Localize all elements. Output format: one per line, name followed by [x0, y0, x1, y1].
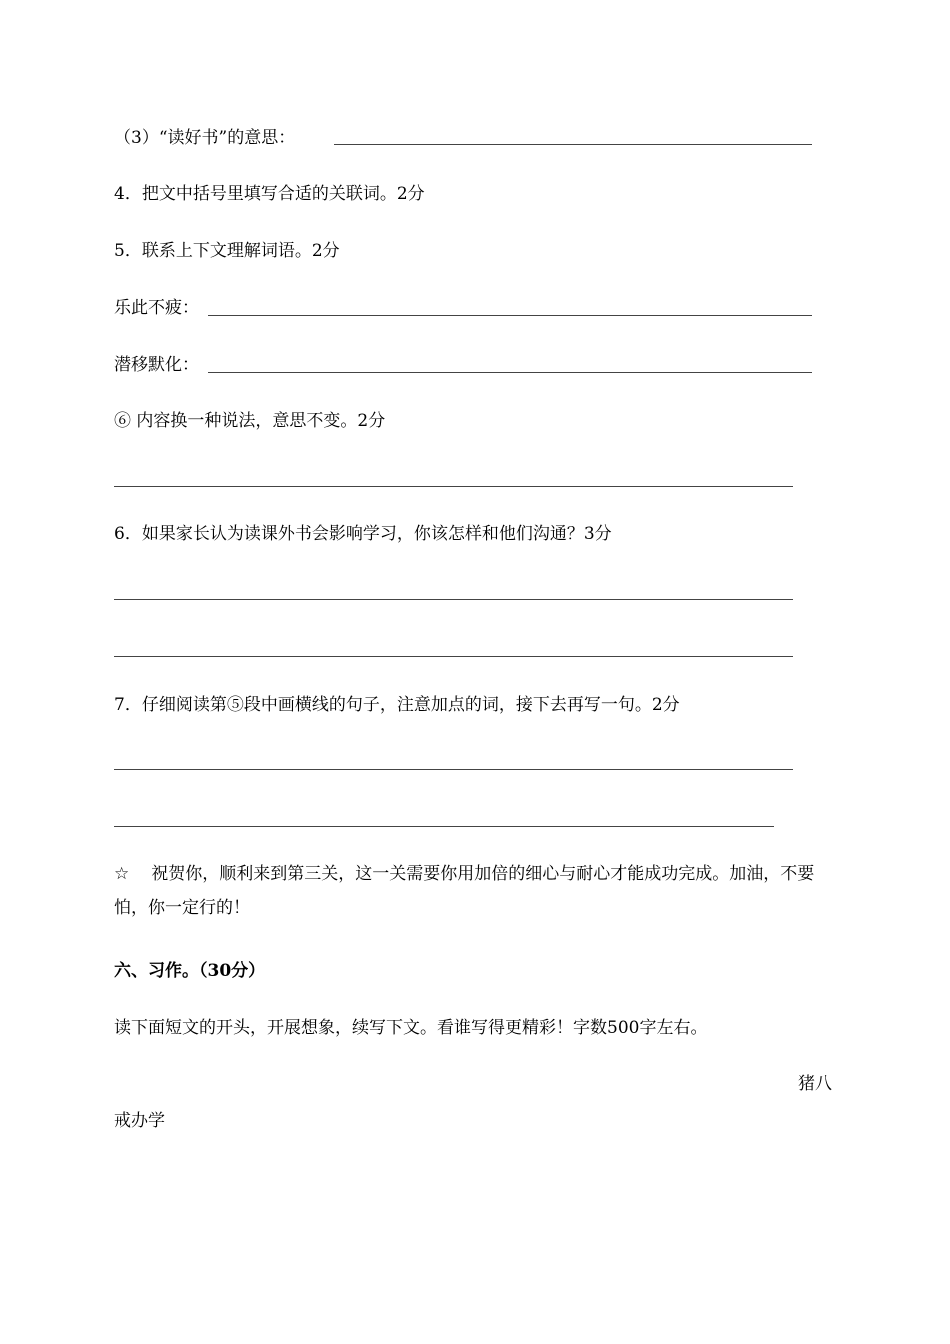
q7-answer-line-1[interactable]	[114, 769, 793, 770]
star-icon: ☆	[114, 864, 130, 884]
story-title-part-2: 戒办学	[114, 1111, 165, 1131]
q3-sub-label: （3）“读好书”的意思：	[114, 128, 296, 148]
section-6-instruction: 读下面短文的开头，开展想象，续写下文。看谁写得更精彩！字数500字左右。	[114, 1018, 708, 1038]
q3-answer-line[interactable]	[334, 144, 812, 145]
question-5: 5．联系上下文理解词语。2分	[114, 241, 340, 261]
question-7: 7．仔细阅读第⑤段中画横线的句子，注意加点的词，接下去再写一句。2分	[114, 695, 680, 715]
question-4: 4．把文中括号里填写合适的关联词。2分	[114, 184, 425, 204]
q5-word-1-label: 乐此不疲：	[114, 298, 199, 318]
q7-answer-line-2[interactable]	[114, 826, 774, 827]
congrats-text: 祝贺你，顺利来到第三关，这一关需要你用加倍的细心与耐心才能成功完成。加油，不要怕，你一定行的！	[114, 864, 815, 918]
story-title-part-1: 猪八	[798, 1074, 832, 1094]
q5-word-2-answer-line[interactable]	[208, 372, 812, 373]
congrats-paragraph	[114, 857, 836, 925]
question-6: 6．如果家长认为读课外书会影响学习，你该怎样和他们沟通？3分	[114, 524, 612, 544]
q5-rewrite-answer-line[interactable]	[114, 486, 793, 487]
q5-word-2-label: 潜移默化：	[114, 355, 199, 375]
q6-answer-line-2[interactable]	[114, 656, 793, 657]
q5-rewrite-prompt: ⑥ 内容换一种说法，意思不变。2分	[114, 411, 386, 431]
q6-answer-line-1[interactable]	[114, 599, 793, 600]
section-6-title: 六、习作。（30分）	[114, 961, 266, 981]
q5-word-1-answer-line[interactable]	[208, 315, 812, 316]
